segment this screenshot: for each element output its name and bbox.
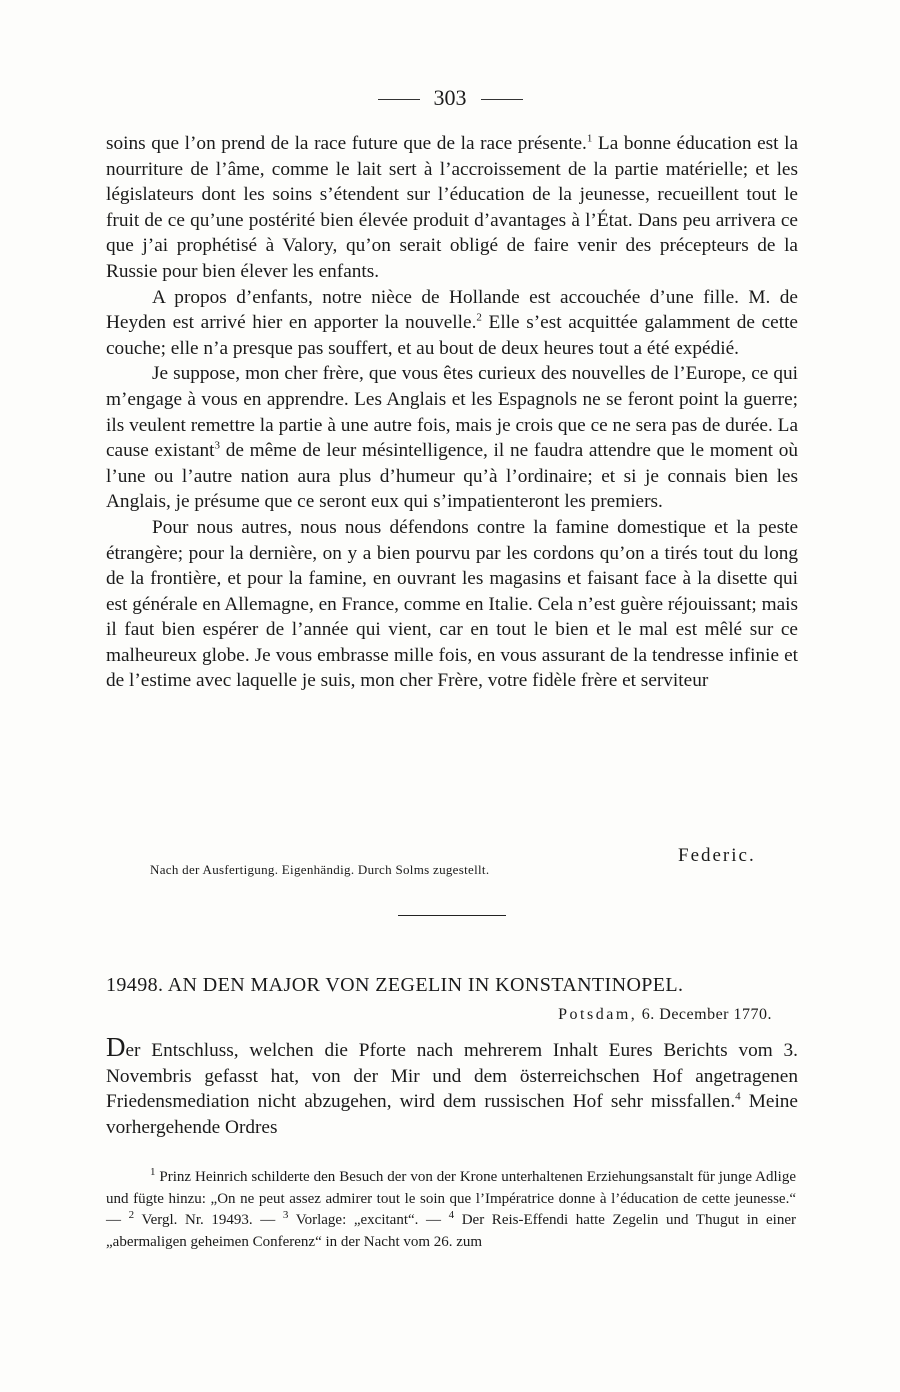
page-number: 303 xyxy=(433,85,467,110)
footnote-marker: 4 xyxy=(448,1209,455,1221)
page-header xyxy=(0,84,900,112)
footnote-marker: 2 xyxy=(128,1209,135,1221)
text-run: er Entschluss, welchen die Pforte nach mehrerem Inhalt Eures Berichts vom 3. Novembris gefasst hat, von der Mir und dem österreichschen Hof angetragenen Friedensmediation nicht abzugehen, wird dem russischen Hof sehr missfallen. xyxy=(106,1040,798,1113)
footnotes xyxy=(106,1167,796,1253)
letter-body xyxy=(106,131,798,694)
date-place: Potsdam, xyxy=(558,1006,638,1023)
letter-date xyxy=(558,1006,772,1024)
paragraph-runs xyxy=(106,1040,798,1138)
paragraph xyxy=(106,515,798,694)
signature: Federic. xyxy=(678,845,756,866)
header-dash-right xyxy=(481,99,523,100)
text-run: soins que l’on prend de la race future que de la race présente. xyxy=(106,133,587,154)
paragraph xyxy=(106,361,798,515)
text-run: Je suppose, mon cher frère, que vous êtes curieux des nouvelles de l’Europe, ce qui m’engage à vous en apprendre. Les Anglais et les Espagnols ne se feront point la guerre; ils veulent remettre la partie à une autre fois, mais je crois que ce ne sera pas de durée. La cause existant xyxy=(106,363,798,462)
footnote-marker: 1 xyxy=(586,132,593,145)
footnote-marker: 3 xyxy=(282,1209,289,1221)
footnote-marker: 2 xyxy=(476,311,482,324)
paragraph xyxy=(106,1032,798,1140)
text-run: Vergl. Nr. 19493. — xyxy=(134,1212,283,1228)
letter-body-2 xyxy=(106,1032,798,1140)
header-dash-left xyxy=(378,99,420,100)
date-value: 6. December 1770. xyxy=(641,1006,772,1023)
text-run: Meine vorhergehende Ordres xyxy=(106,1091,798,1138)
section-divider xyxy=(398,915,506,916)
footnote-marker: 1 xyxy=(150,1166,156,1178)
text-run: Der Reis-Effendi hatte Zegelin und Thugut in einer „abermaligen geheimen Conferenz“ in der Nacht vom 26. zum xyxy=(106,1212,796,1250)
text-run: A propos d’enfants, notre nièce de Hollande est accouchée d’une fille. M. de Heyden est arrivé hier en apporter la nouvelle. xyxy=(106,286,798,334)
text-run: de même de leur mésintelligence, il ne faudra attendre que le moment où l’une ou l’autre nation aura plus d’humeur qu’à l’ordinaire; et si je connais bien les Anglais, je présume que ce seront eux qui s’impatienteront les premiers. xyxy=(106,440,798,513)
text-run: Prinz Heinrich schilderte den Besuch der von der Krone unterhaltenen Erziehungsanstalt für junge Adlige und fügte hinzu: „On ne peut assez admirer tout le soin que l’Impératrice donne à l’éducation de cette jeunesse.“ — xyxy=(106,1169,796,1228)
text-run: Pour nous autres, nous nous défendons contre la famine domestique et la peste étrangère; pour la dernière, on y a bien pourvu par les cordons qu’on a tirés tout du long de la frontière, et pour la famine, en ouvrant les magasins et faisant face à la disette qui est générale en Allemagne, en France, comme en Italie. Cela n’est guère réjouissant; mais il faut bien espérer de l’année qui vient, car en tout le bien et le mal est mêlé sur ce malheureux globe. Je vous embrasse mille fois, en vous assurant de la tendresse infinie et de l’estime avec laquelle je suis, mon cher Frère, votre fidèle frère et serviteur xyxy=(106,516,798,692)
paragraph xyxy=(106,131,798,285)
text-run: Elle s’est acquittée galamment de cette couche; elle n’a presque pas souffert, et au bout de deux heures tout a été expédié. xyxy=(106,312,798,359)
text-run: La bonne éducation est la nourriture de l’âme, comme le lait sert à l’accroissement de la partie matérielle; et les législateurs dont les soins s’étendent sur l’éducation de la jeunesse, recueillent tout le fruit de ce qu’une postérité bien élevée produit d’avantages à l’État. Dans peu arrivera ce que j’ai prophétisé à Valory, qu’on serait obligé de faire venir des précepteurs de la Russie pour bien élever les enfants. xyxy=(106,133,798,282)
drop-cap: D xyxy=(106,1032,126,1062)
letter-heading: 19498. AN DEN MAJOR VON ZEGELIN IN KONSTANTINOPEL. xyxy=(106,974,684,996)
paragraph xyxy=(106,285,798,362)
footnote-marker: 4 xyxy=(735,1090,741,1103)
footnote-marker: 3 xyxy=(214,439,220,452)
text-run: Vorlage: „excitant“. — xyxy=(288,1212,449,1228)
footnote-block xyxy=(106,1167,796,1253)
source-note: Nach der Ausfertigung. Eigenhändig. Durch Solms zugestellt. xyxy=(150,862,490,877)
